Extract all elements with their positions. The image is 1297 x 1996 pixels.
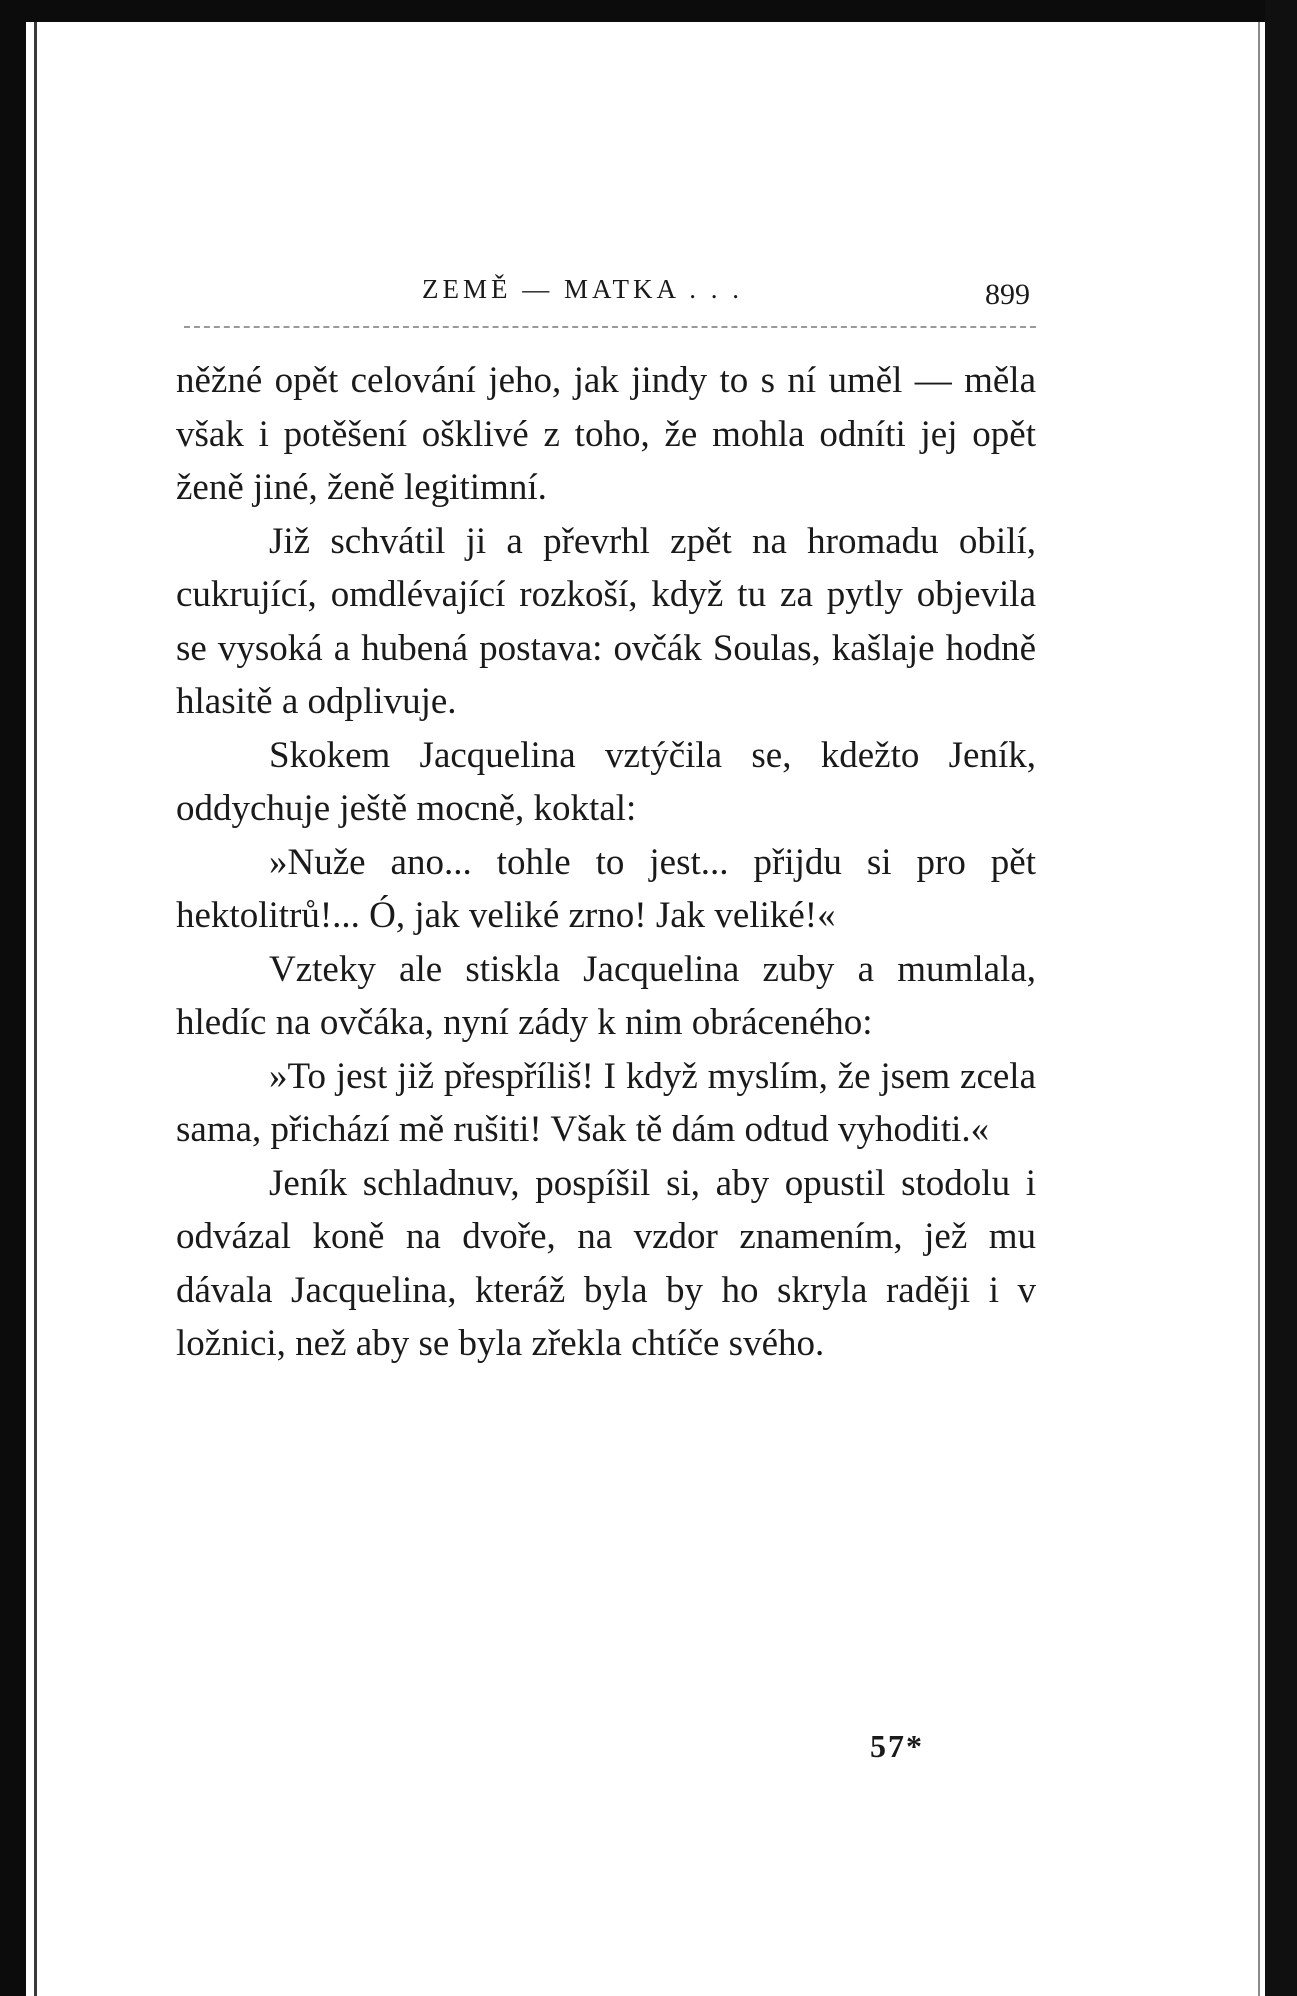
scan-border-left	[0, 0, 26, 1996]
paragraph: Již schvátil ji a převrhl zpět na hromadu obilí, cukrující, omdlévající rozkoší, když tu za pytly objevila se vysoká a hubená postava: ovčák Soulas, kašlaje hodně hlasitě a odplivuje.	[176, 520, 1036, 722]
paragraph-dialogue: »Nuže ano... tohle to jest... přijdu si pro pět hektolitrů!... Ó, jak veliké zrno! Jak veliké!«	[176, 841, 1036, 936]
paragraph-continuation: něžné opět celování jeho, jak jindy to s ní uměl — měla však i potěšení ošklivé z toho, že mohla odníti jej opět ženě jiné, ženě legitimní.	[176, 360, 1036, 508]
book-page	[176, 270, 1036, 1371]
paragraph: Skokem Jacquelina vztýčila se, kdežto Jeník, oddychuje ještě mocně, koktal:	[176, 734, 1036, 829]
page-number: 899	[985, 278, 1030, 311]
page-edge-right	[1258, 22, 1260, 1996]
running-title: ZEMĚ — MATKA . . .	[422, 274, 743, 304]
scan-border-right	[1265, 0, 1297, 1996]
signature-mark: 57*	[870, 1728, 924, 1764]
header-rule	[184, 326, 1036, 328]
paragraph: Vzteky ale stiskla Jacquelina zuby a mumlala, hledíc na ovčáka, nyní zády k nim obráceného:	[176, 948, 1036, 1043]
body-text	[176, 354, 1036, 1371]
paragraph-dialogue: »To jest již přespříliš! I když myslím, že jsem zcela sama, přichází mě rušiti! Však tě dám odtud vyhoditi.«	[176, 1055, 1036, 1150]
paragraph: Jeník schladnuv, pospíšil si, aby opustil stodolu i odvázal koně na dvoře, na vzdor znamením, jež mu dávala Jacquelina, kteráž byla by ho skryla raději i v ložnici, než aby se byla zřekla chtíče svého.	[176, 1162, 1036, 1364]
page-edge-left	[34, 22, 37, 1996]
running-head	[176, 270, 1036, 326]
scan-border-top	[0, 0, 1297, 22]
